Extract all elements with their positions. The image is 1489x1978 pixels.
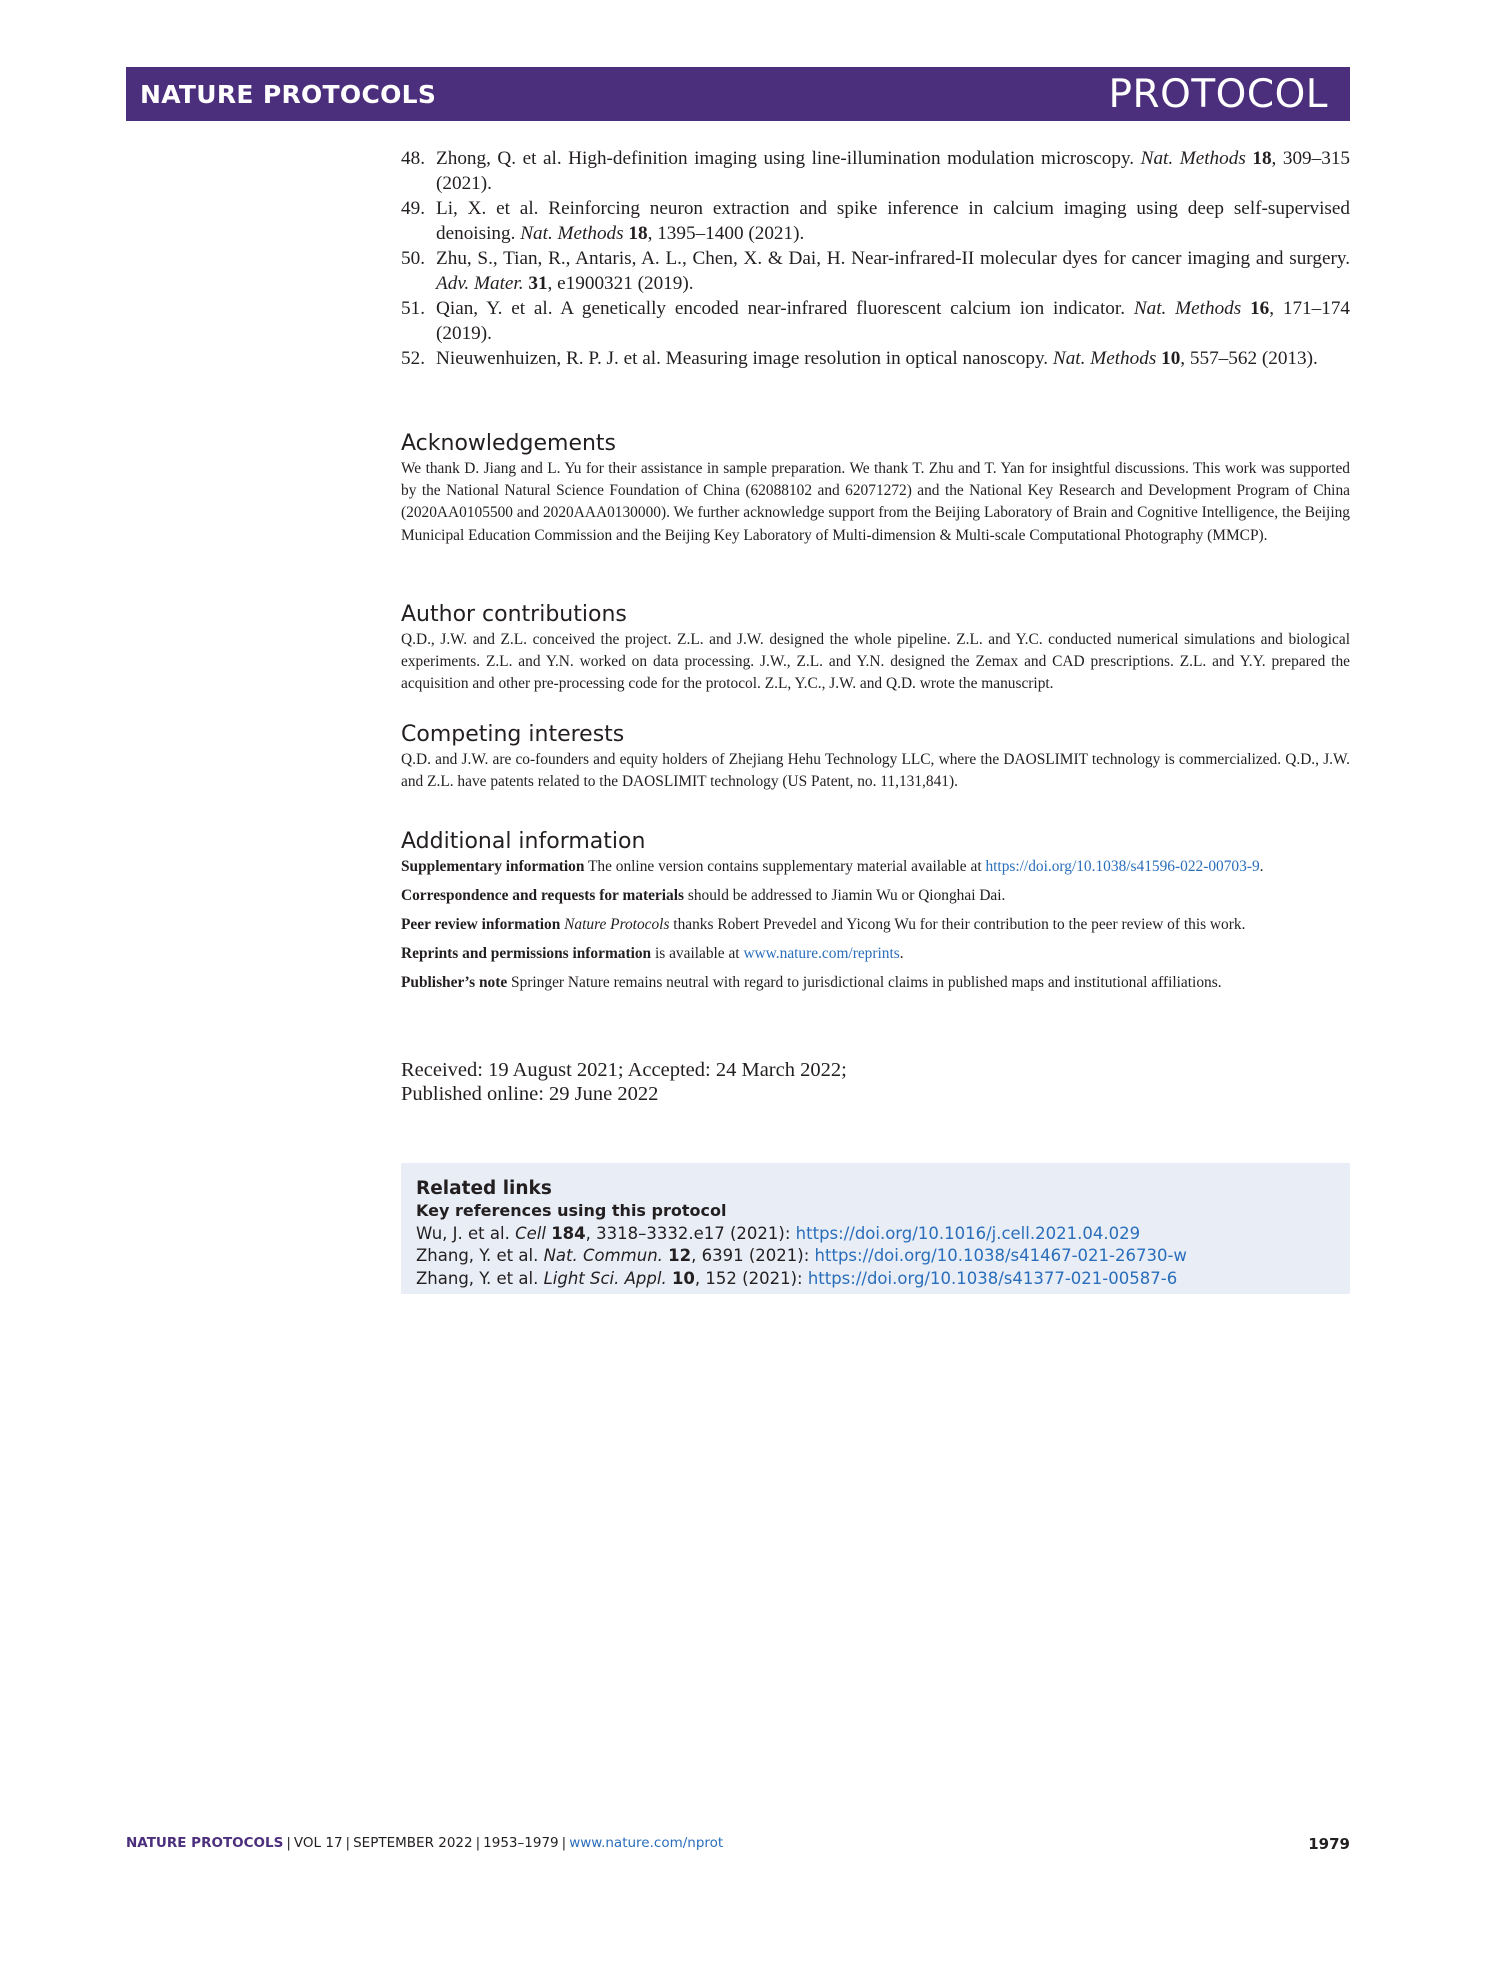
published-date: Published online: 29 June 2022 [401,1083,659,1105]
supplementary-end: . [1259,858,1264,875]
reference-text: Li, X. et al. Reinforcing neuron extraction and spike inference in calcium imaging using deep self-supervised denoising. [436,198,1350,244]
reference-pages: , 309–315 (2021). [436,148,1351,194]
related-link-item [416,1268,1335,1291]
acknowledgements-text: We thank D. Jiang and L. Yu for their assistance in sample preparation. We thank T. Zhu and T. Yan for insightful discussions. This work was supported by the National Natural Science Foundation of China (62088102 and 62071272) and the National Key Research and Development Program of China (2020AA0105500 and 2020AAA0130000). We further acknowledge support from the Beijing Laboratory of Brain and Cognitive Intelligence, the Beijing Municipal Education Commission and the Beijing Key Laboratory of Multi-dimension & Multi-scale Computational Photography (MMCP). [401,460,1350,544]
reference-item [401,196,1350,246]
footer-separator: | [561,1835,567,1851]
related-link-url[interactable]: https://doi.org/10.1038/s41377-021-00587-6 [807,1268,1178,1288]
competing-interests-heading: Competing interests [401,722,625,747]
related-link-volume: 10 [671,1268,695,1288]
journal-header-bar [126,67,1350,121]
competing-interests-section [401,721,1350,793]
author-contributions-text: Q.D., J.W. and Z.L. conceived the project. Z.L. and J.W. designed the whole pipeline. Z.L. and Y.C. conducted numerical simulations and biological experiments. Z.L. and Y.N. worked on data processing. J.W., Z.L. and Y.N. designed the Zemax and CAD prescriptions. Z.L. and Y.Y. prepared the acquisition and other pre-processing code for the protocol. Z.L, Y.C., J.W. and Q.D. wrote the manuscript. [401,631,1350,693]
related-links-title: Related links [416,1178,552,1199]
author-contributions-heading: Author contributions [401,602,627,627]
reference-number: 49. [401,198,425,219]
reference-journal: Nat. Methods [520,223,624,244]
supplementary-link[interactable]: https://doi.org/10.1038/s41596-022-00703-9 [985,858,1260,875]
footer-separator: | [286,1835,291,1851]
related-link-item [416,1245,1335,1268]
page-footer [126,1835,1350,1851]
reference-pages: , 557–562 (2013). [1180,348,1318,369]
reference-text: Qian, Y. et al. A genetically encoded near-infrared fluorescent calcium ion indicator. [436,298,1134,319]
reference-pages: , 1395–1400 (2021). [647,223,805,244]
related-links-subtitle: Key references using this protocol [416,1201,727,1220]
related-link-pages: , 152 (2021): [694,1268,808,1288]
reference-volume: 31 [528,273,548,294]
reprints-information [401,943,1350,965]
footer-volume: VOL 17 [293,1835,343,1851]
correspondence-information [401,885,1350,907]
reference-volume: 16 [1250,298,1270,319]
footer-separator: | [475,1835,481,1851]
supplementary-label: Supplementary information [401,858,585,875]
reprints-label: Reprints and permissions information [401,945,652,962]
additional-information-heading: Additional information [401,829,646,854]
related-link-journal: Nat. Commun. [543,1246,663,1265]
reference-list [401,146,1350,371]
footer-separator: | [345,1835,351,1851]
reference-text: Zhu, S., Tian, R., Antaris, A. L., Chen, X. & Dai, H. Near-infrared-II molecular dyes for cancer imaging and surgery. [436,248,1350,269]
footer-date: SEPTEMBER 2022 [353,1835,473,1851]
correspondence-text: should be addressed to Jiamin Wu or Qionghai Dai. [684,887,1006,904]
reference-number: 52. [401,348,425,369]
related-link-item [416,1223,1335,1246]
received-accepted-dates: Received: 19 August 2021; Accepted: 24 March 2022; [401,1059,847,1081]
related-link-url[interactable]: https://doi.org/10.1038/s41467-021-26730-w [814,1246,1187,1265]
reprints-end: . [899,945,904,962]
reference-journal: Nat. Methods [1133,298,1242,319]
related-link-journal: Light Sci. Appl. [543,1268,667,1288]
reference-item [401,346,1350,371]
related-link-journal: Cell [515,1223,546,1243]
additional-information-section [401,828,1350,1001]
supplementary-text: The online version contains supplementary material available at [584,858,986,875]
related-link-authors: Wu, J. et al. [416,1223,516,1243]
peer-review-information [401,914,1350,936]
correspondence-label: Correspondence and requests for materials [401,887,684,904]
related-link-volume: 184 [551,1223,586,1243]
supplementary-information [401,856,1350,878]
reference-journal: Adv. Mater. [436,273,524,294]
publisher-note [401,972,1350,994]
main-content [401,146,1351,1288]
reprints-text: is available at [651,945,744,962]
related-link-pages: , 6391 (2021): [691,1246,815,1265]
related-link-authors: Zhang, Y. et al. [416,1246,544,1265]
reprints-link[interactable]: www.nature.com/reprints [743,945,900,962]
acknowledgements-heading: Acknowledgements [401,431,617,456]
peer-review-journal: Nature Protocols [564,916,670,933]
author-contributions-section [401,601,1350,696]
reference-number: 51. [401,298,425,319]
publisher-note-text: Springer Nature remains neutral with regard to jurisdictional claims in published maps and institutional affiliations. [507,974,1222,991]
journal-name: NATURE PROTOCOLS [140,80,437,109]
related-link-url[interactable]: https://doi.org/10.1016/j.cell.2021.04.029 [795,1223,1141,1243]
reference-number: 48. [401,148,425,169]
reference-item [401,246,1350,296]
reference-pages: , 171–174 (2019). [436,298,1351,344]
related-link-authors: Zhang, Y. et al. [416,1268,544,1288]
reference-item [401,146,1350,196]
article-type: PROTOCOL [1108,72,1328,117]
reference-text: Zhong, Q. et al. High-definition imaging using line-illumination modulation microscopy. [436,148,1141,169]
acknowledgements-section [401,430,1350,547]
reference-pages: , e1900321 (2019). [547,273,694,294]
publisher-note-label: Publisher’s note [401,974,508,991]
reference-number: 50. [401,248,425,269]
article-dates [401,1058,847,1106]
reference-text: Nieuwenhuizen, R. P. J. et al. Measuring image resolution in optical nanoscopy. [436,348,1053,369]
related-link-volume: 12 [668,1246,692,1265]
footer-journal-link[interactable]: www.nature.com/nprot [569,1835,724,1851]
peer-review-label: Peer review information [401,916,561,933]
reference-journal: Nat. Methods [1052,348,1157,369]
competing-interests-text: Q.D. and J.W. are co-founders and equity holders of Zhejiang Hehu Technology LLC, where the DAOSLIMIT technology is commercialized. Q.D., J.W. and Z.L. have patents related to the DAOSLIMIT technology (US Patent, no. 11,131,841). [401,751,1350,791]
related-link-pages: , 3318–3332.e17 (2021): [585,1223,796,1243]
reference-volume: 18 [1252,148,1272,169]
page-number: 1979 [1308,1835,1350,1853]
related-links-box [401,1163,1350,1294]
reference-volume: 18 [628,223,648,244]
reference-item [401,296,1350,346]
footer-pages: 1953–1979 [483,1835,559,1851]
footer-journal: NATURE PROTOCOLS [126,1835,284,1851]
reference-journal: Nat. Methods [1140,148,1246,169]
peer-review-text: thanks Robert Prevedel and Yicong Wu for their contribution to the peer review of this work. [669,916,1246,933]
reference-volume: 10 [1161,348,1181,369]
